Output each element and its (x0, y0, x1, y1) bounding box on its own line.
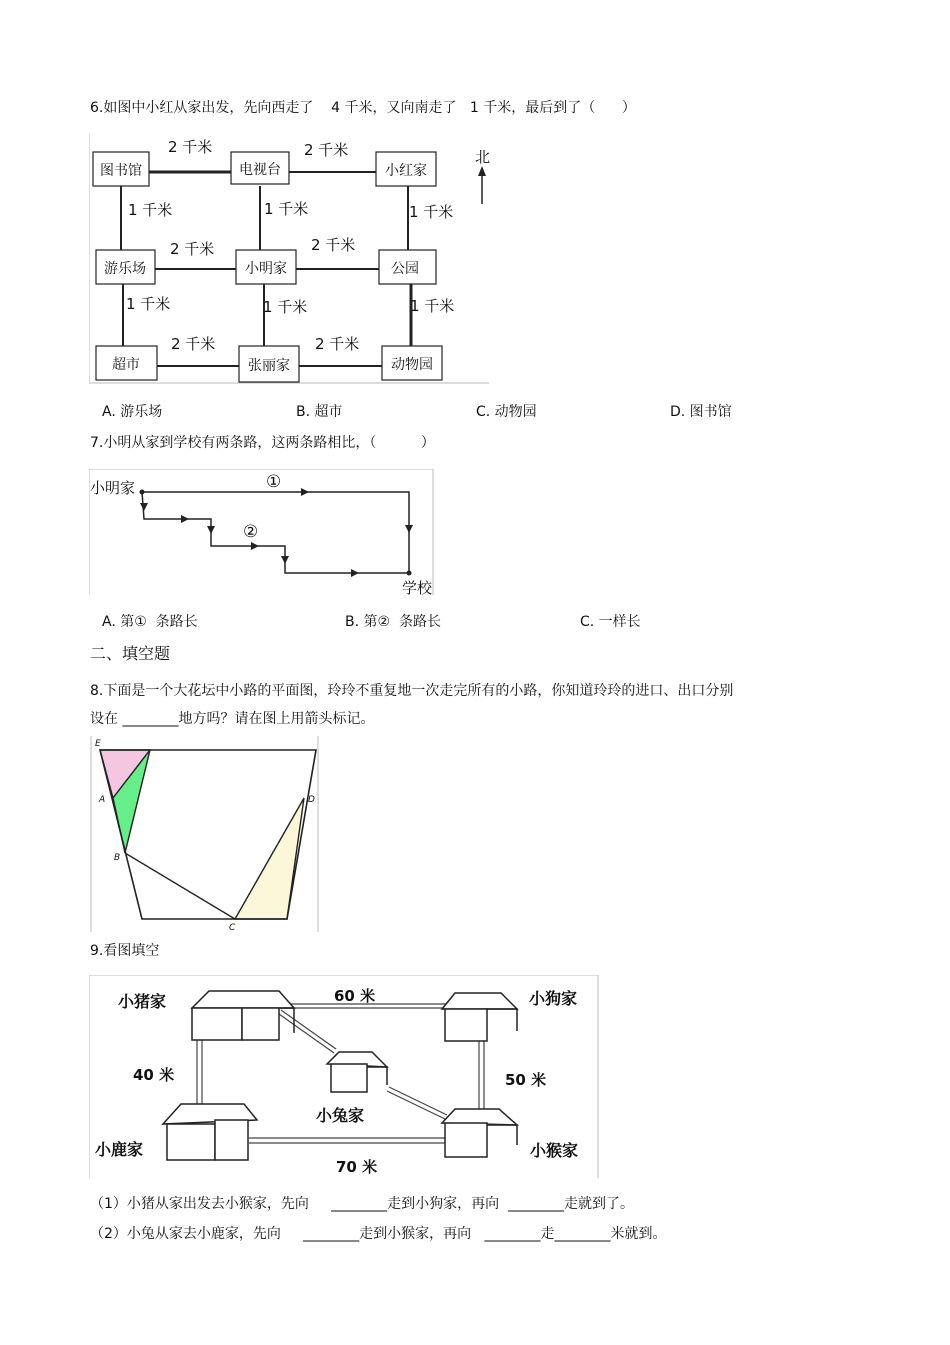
q6-option-d[interactable]: D. 图书馆 (670, 404, 732, 420)
house-rabbit-label: 小兔家 (316, 1106, 365, 1125)
point-b: B (114, 853, 121, 863)
cream-region (235, 798, 304, 919)
q7-home-label: 小明家 (90, 479, 136, 497)
dist-1km-label-2: 1 千米 (409, 203, 454, 221)
place-xiaohong: 小红家 (385, 163, 427, 179)
dist-70: 70 米 (336, 1158, 378, 1176)
place-zhangli: 张丽家 (248, 358, 290, 374)
q7-option-b[interactable]: B. 第② 条路长 (345, 614, 441, 630)
q8-line2: 设在 ________地方吗？请在图上用箭头标记。 (90, 711, 375, 727)
north-label: 北 (475, 148, 491, 166)
house-deer-label: 小鹿家 (95, 1140, 144, 1159)
q6-question: 6.如图中小红从家出发，先向西走了 4 千米，又向南走了 1 千米，最后到了（ ） (90, 100, 636, 116)
q9-title: 9.看图填空 (90, 943, 160, 959)
q9-houses-figure (89, 975, 600, 1179)
q7-route2-label: ② (243, 522, 259, 542)
dist-2km-label-4: 2 千米 (171, 335, 216, 353)
q7-question: 7.小明从家到学校有两条路，这两条路相比，（ ） (90, 435, 435, 451)
place-playground: 游乐场 (104, 261, 146, 277)
place-library: 图书馆 (100, 163, 142, 179)
house-pig-label: 小猪家 (118, 992, 167, 1011)
q6-map (89, 134, 491, 384)
place-zoo: 动物园 (391, 357, 433, 373)
dist-1km-label-1: 1 千米 (264, 200, 309, 218)
q9-line2: （2）小兔从家去小鹿家，先向 ________走到小猴家，再向 ________走________米就到。 (90, 1226, 667, 1242)
section-title: 二、填空题 (90, 644, 171, 663)
point-e: E (95, 739, 101, 749)
dist-1km-label-5: 1 千米 (410, 297, 455, 315)
dist-1km-label-4: 1 千米 (263, 298, 308, 316)
q7-option-c[interactable]: C. 一样长 (580, 614, 641, 630)
q6-option-b[interactable]: B. 超市 (296, 404, 343, 420)
house-dog-label: 小狗家 (529, 989, 578, 1008)
dist-1km-label-3: 1 千米 (126, 295, 171, 313)
place-market: 超市 (112, 357, 140, 373)
house-monkey-label: 小猴家 (530, 1141, 579, 1160)
place-park: 公园 (391, 261, 419, 277)
point-a: A (99, 795, 106, 805)
q6-option-a[interactable]: A. 游乐场 (102, 404, 163, 420)
q7-school-label: 学校 (402, 579, 433, 597)
dist-50: 50 米 (505, 1071, 547, 1089)
dist-2km-label-2: 2 千米 (170, 240, 215, 258)
q9-line1: （1）小猪从家出发去小猴家，先向 ________走到小狗家，再向 ________走就到了。 (90, 1196, 635, 1212)
dist-40: 40 米 (133, 1066, 175, 1084)
dist-1km-label-0: 1 千米 (128, 201, 173, 219)
q7-option-a[interactable]: A. 第① 条路长 (102, 614, 198, 630)
dist-2km-label-0: 2 千米 (168, 138, 213, 156)
dist-2km-label-1: 2 千米 (304, 141, 349, 159)
dist-2km-label-3: 2 千米 (311, 236, 356, 254)
place-xiaoming: 小明家 (245, 261, 287, 277)
q6-option-c[interactable]: C. 动物园 (476, 404, 537, 420)
dist-60: 60 米 (334, 987, 376, 1005)
place-tv: 电视台 (239, 162, 281, 178)
point-c: C (229, 923, 236, 933)
q8-garden-figure (90, 736, 320, 934)
q8-line1: 8.下面是一个大花坛中小路的平面图，玲玲不重复地一次走完所有的小路，你知道玲玲的进口、出口分别 (90, 683, 734, 699)
dist-2km-label-5: 2 千米 (315, 335, 360, 353)
q7-route-figure (89, 469, 435, 597)
q7-route1-label: ① (266, 472, 282, 492)
point-d: D (308, 795, 315, 805)
